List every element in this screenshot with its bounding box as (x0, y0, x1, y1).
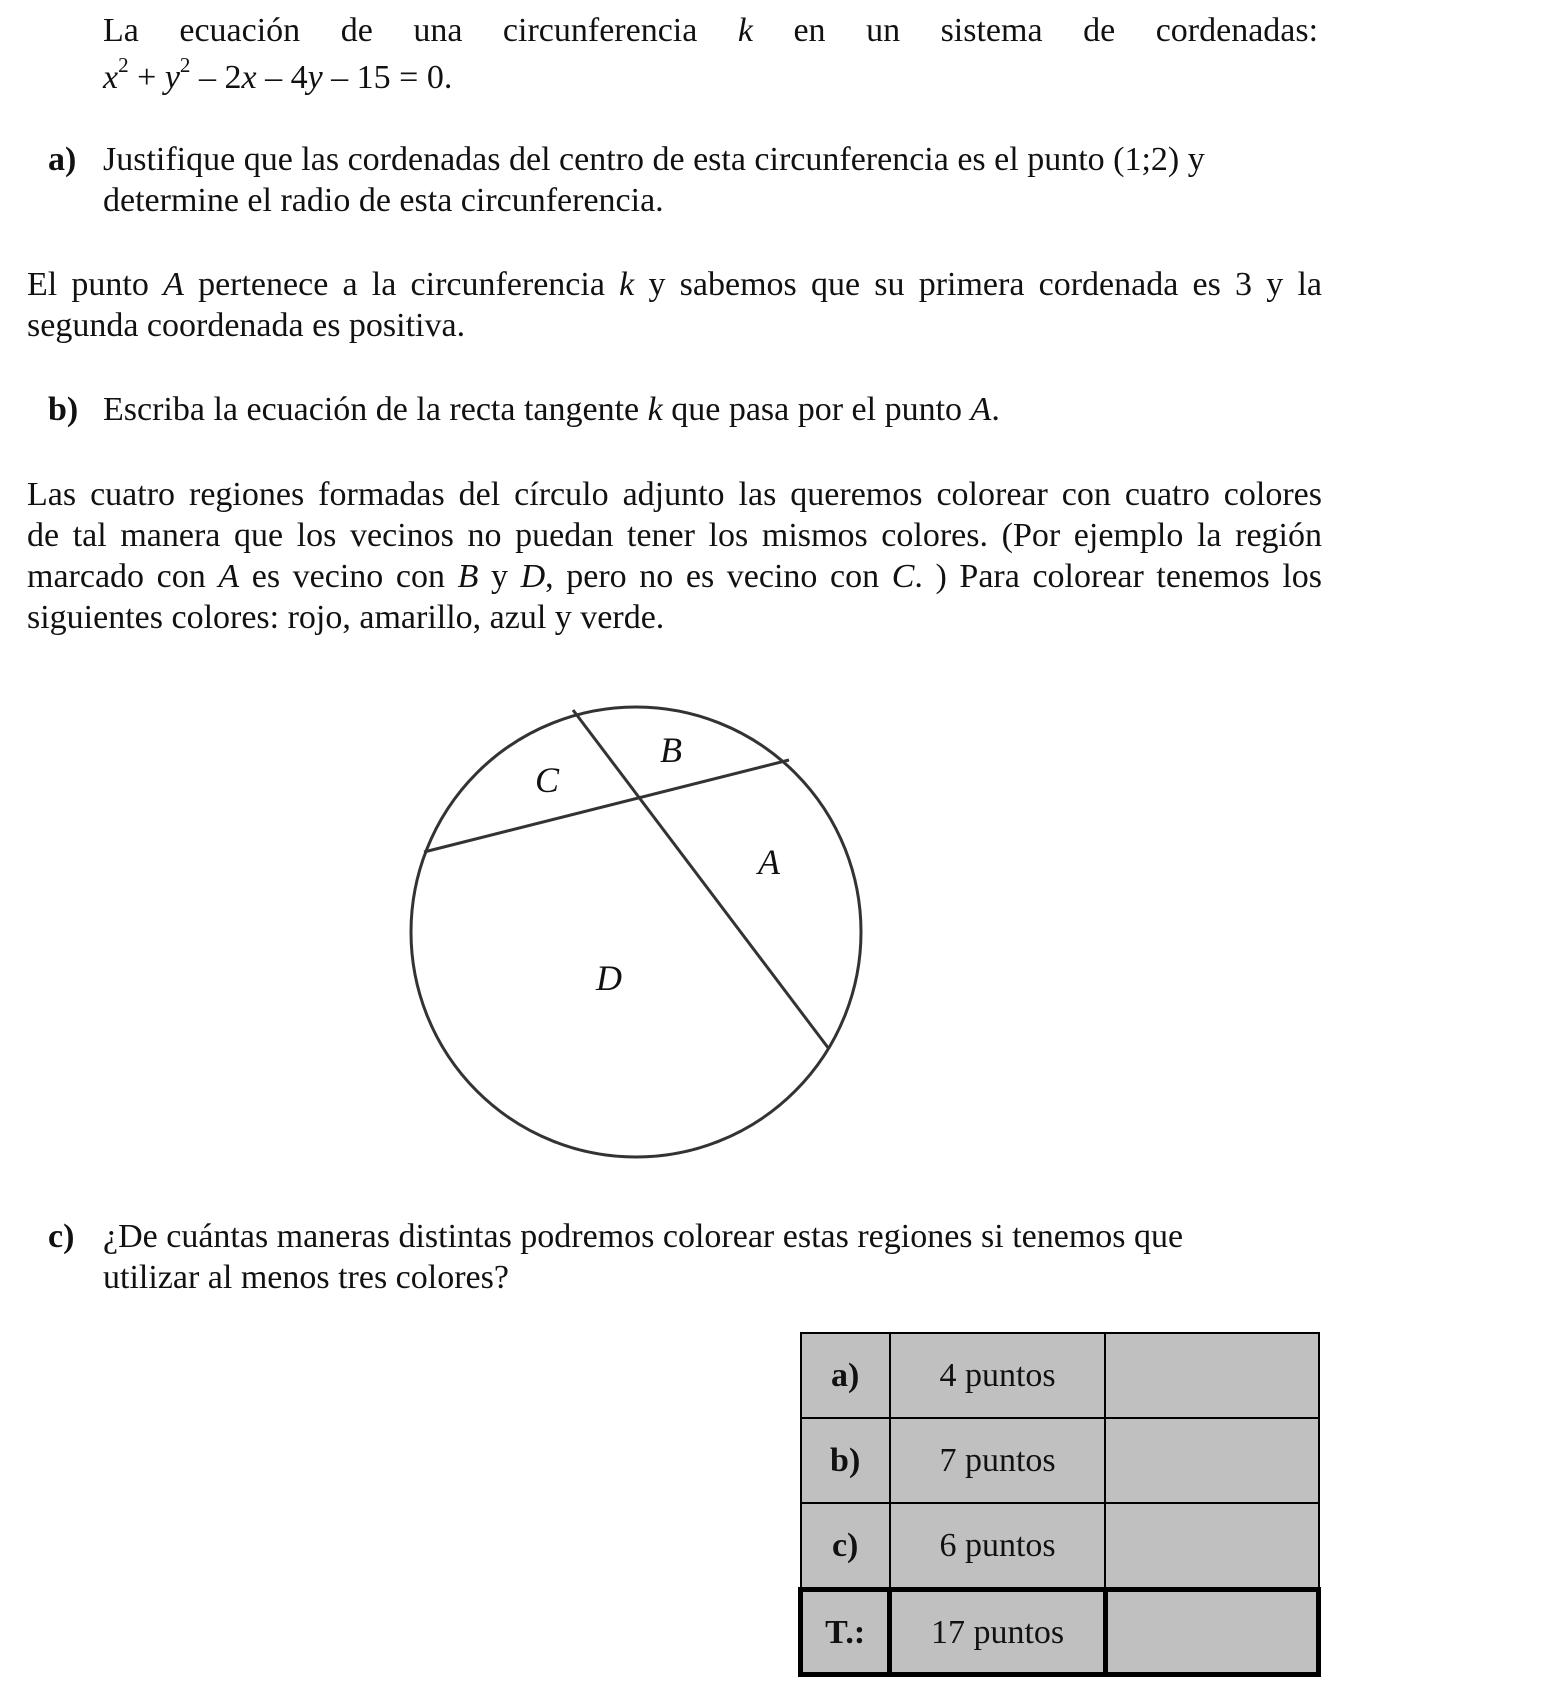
part-a-line-1: Justifique que las cordenadas del centro de esta circunferencia es el punto (1;2) y (103, 141, 1205, 178)
part-c-marker: c) (48, 1218, 75, 1255)
region-label-b: B (660, 730, 682, 770)
intro-word: La (103, 12, 139, 49)
regions-line-2: de tal manera que los vecinos no puedan tener los mismos colores. (Por ejemplo la región (27, 517, 1322, 554)
intro-word: sistema (940, 12, 1043, 49)
intro-word: una (413, 12, 463, 49)
score-field-c (1105, 1503, 1318, 1590)
chord-horizontal (424, 760, 789, 852)
intro-word: circunferencia (502, 12, 698, 49)
intro-word: ecuación (179, 12, 301, 49)
circle-equation: $x^2 + y^2 - 2x - 4y - 15 = 0$. (103, 53, 453, 96)
score-label-b: b) (801, 1418, 890, 1503)
score-points-total: 17 puntos (890, 1590, 1105, 1675)
table-row (801, 1418, 1319, 1503)
intro-word: un (866, 12, 901, 49)
regions-line-1: Las cuatro regiones formadas del círculo adjunto las queremos colorear con cuatro colores (27, 476, 1322, 513)
chord-diagonal (573, 710, 829, 1049)
circle-outline (411, 707, 861, 1157)
score-points-b: 7 puntos (890, 1418, 1105, 1503)
intro-word: cordenadas: (1155, 12, 1319, 49)
point-a-line-2: segunda coordenada es positiva. (27, 307, 466, 344)
point-a-line-1: El punto A pertenece a la circunferencia k y sabemos que su primera cordenada es 3 y la (27, 266, 1322, 303)
part-b-question: Escriba la ecuación de la recta tangente k que pasa por el punto A. (103, 391, 1000, 428)
score-field-b (1105, 1418, 1318, 1503)
part-b-marker: b) (48, 391, 79, 428)
intro-variable-k: k (737, 12, 753, 49)
intro-word: en (793, 12, 826, 49)
table-row (801, 1503, 1319, 1590)
score-label-total: T.: (801, 1590, 890, 1675)
part-c-question (103, 1216, 1318, 1298)
table-row-total (801, 1590, 1319, 1675)
region-label-a: A (758, 842, 780, 882)
score-field-total (1105, 1590, 1318, 1675)
region-label-d: D (596, 958, 622, 998)
score-points-a: 4 puntos (890, 1333, 1105, 1418)
intro-word: de (1083, 12, 1116, 49)
part-a-line-2: determine el radio de esta circunferencia. (103, 182, 664, 219)
score-label-a: a) (801, 1333, 890, 1418)
score-table (798, 1332, 1321, 1677)
part-c-line-2: utilizar al menos tres colores? (103, 1259, 509, 1296)
regions-line-3: marcado con A es vecino con B y D, pero no es vecino con C. ) Para colorear tenemos los (27, 558, 1322, 595)
intro-word: de (340, 12, 373, 49)
part-c-line-1: ¿De cuántas maneras distintas podremos colorear estas regiones si tenemos que (103, 1218, 1184, 1255)
score-field-a (1105, 1333, 1318, 1418)
score-label-c: c) (801, 1503, 890, 1590)
part-a-marker: a) (48, 141, 77, 178)
table-row (801, 1333, 1319, 1418)
region-label-c: C (535, 760, 560, 800)
regions-line-4: siguientes colores: rojo, amarillo, azul y verde. (27, 599, 665, 636)
score-points-c: 6 puntos (890, 1503, 1105, 1590)
